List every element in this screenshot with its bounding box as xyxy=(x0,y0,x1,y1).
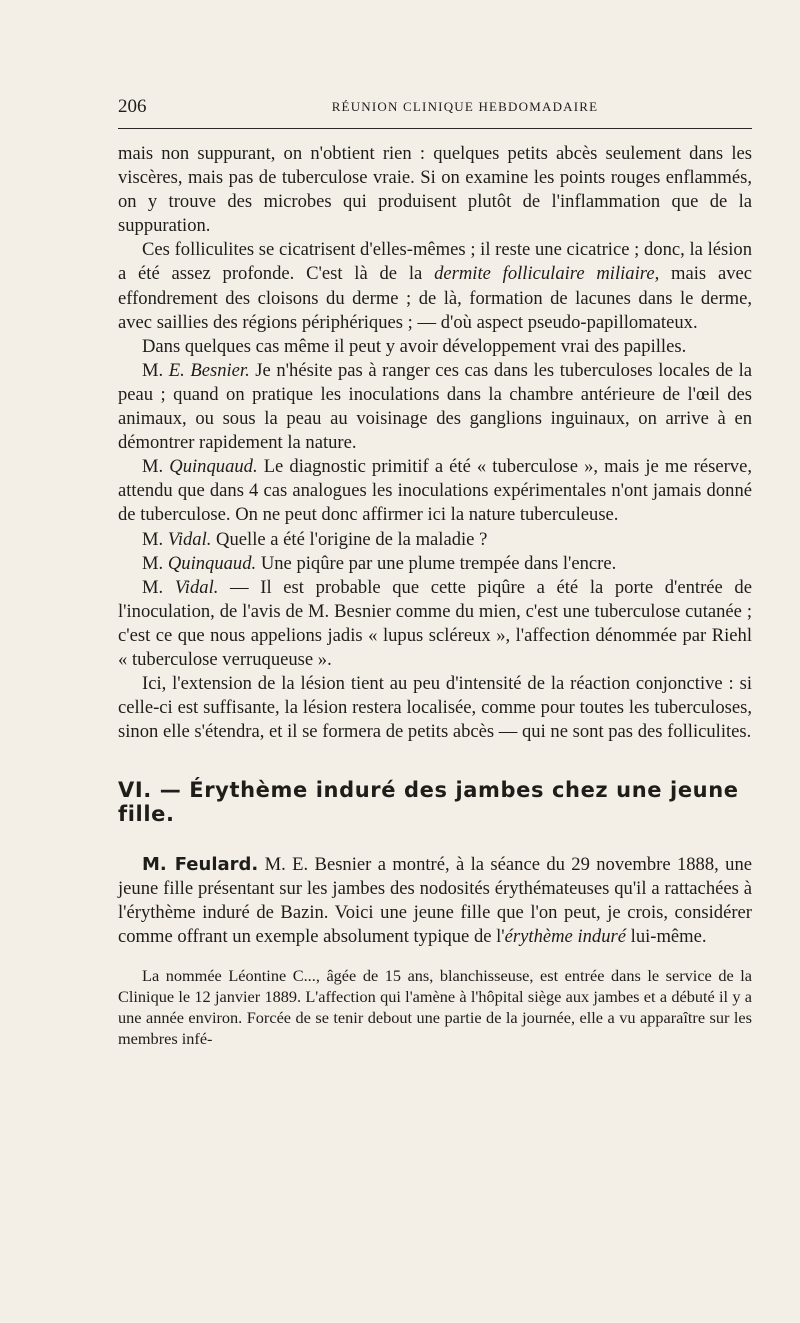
case-paragraph: La nommée Léontine C..., âgée de 15 ans, blanchisseuse, est entrée dans le service de la Clinique le 12 janvier 1889. L'affection qui l'amène à l'hôpital siège aux jambes et a débuté il y a une année environ. Forcée de se tenir debout une partie de la journée, elle a vu apparaître sur les membres infé- xyxy=(118,965,752,1048)
page-header xyxy=(118,96,752,124)
paragraph: M. Vidal. — Il est probable que cette piqûre a été la porte d'entrée de l'inoculation, de l'avis de M. Besnier comme du mien, c'est une tuberculose cutanée ; c'est ce que nous appelions jadis « lupus scléreux », l'affection dénommée par Riehl « tuberculose verruqueuse ». xyxy=(118,576,752,670)
case-note xyxy=(118,965,752,1049)
italic-term: dermite folliculaire miliaire, xyxy=(434,263,660,285)
running-title: RÉUNION CLINIQUE HEBDOMADAIRE xyxy=(331,99,599,114)
italic-term: érythème induré xyxy=(504,925,626,947)
paragraph: M. Quinquaud. Une piqûre par une plume trempée dans l'encre. xyxy=(142,552,617,574)
page-number: 206 xyxy=(118,96,147,117)
speaker-name: Quinquaud. xyxy=(169,456,258,478)
paragraph: Ces folliculites se cicatrisent d'elles-mêmes ; il reste une cicatrice ; donc, la lésion a été assez profonde. C'est là de la dermite folliculaire miliaire, mais avec effondrement des cloisons du derme ; de là, formation de lacunes dans le derme, avec saillies des régions périphériques ; — d'où aspect pseudo-papillomateux. xyxy=(118,239,752,333)
header-rule xyxy=(118,128,752,129)
paragraph: M. Vidal. Quelle a été l'origine de la maladie ? xyxy=(142,528,488,550)
body-text xyxy=(118,142,752,1049)
speaker-name: Vidal. xyxy=(174,576,219,598)
paragraph: M. Feulard. M. E. Besnier a montré, à la séance du 29 novembre 1888, une jeune fille présentant sur les jambes des nodosités érythémateuses qu'il a rattachées à l'érythème induré de Bazin. Voici une jeune fille que l'on peut, je crois, considérer comme offrant un exemple absolument typique de l'érythème induré lui-même. xyxy=(118,853,752,947)
speaker-name: Quinquaud. xyxy=(167,552,257,574)
speaker-name: Vidal. xyxy=(167,528,212,550)
speaker-name: E. Besnier. xyxy=(168,359,250,381)
section-heading: VI. — Érythème induré des jambes chez une jeune fille. xyxy=(118,778,739,827)
paragraph: M. E. Besnier. Je n'hésite pas à ranger ces cas dans les tuberculoses locales de la peau ; quand on pratique les inoculations dans la chambre antérieure de l'œil des animaux, ou sous la peau au voisinage des ganglions inguinaux, on arrive à en démontrer rapidement la nature. xyxy=(118,359,752,454)
speaker-name: M. Feulard. xyxy=(142,853,259,875)
paragraph: Ici, l'extension de la lésion tient au peu d'intensité de la réaction conjonctive : si celle-ci est suffisante, la lésion restera localisée, comme pour toutes les tuberculoses, sinon elle s'étendra, et il se formera de petits abcès — qui ne sont pas des folliculites. xyxy=(118,673,752,743)
paragraph: mais non suppurant, on n'obtient rien : quelques petits abcès seulement dans les viscères, mais pas de tuberculose vraie. Si on examine les points rouges enflammés, on y trouve des microbes qui produisent plutôt de l'inflammation que de la suppuration. xyxy=(118,143,752,237)
paragraph: Dans quelques cas même il peut y avoir développement vrai des papilles. xyxy=(142,335,687,357)
paragraph: M. Quinquaud. Le diagnostic primitif a été « tuberculose », mais je me réserve, attendu que dans 4 cas analogues les inoculations expérimentales n'ont jamais donné de tuberculose. On ne peut donc affirmer ici la nature tuberculeuse. xyxy=(118,456,752,526)
